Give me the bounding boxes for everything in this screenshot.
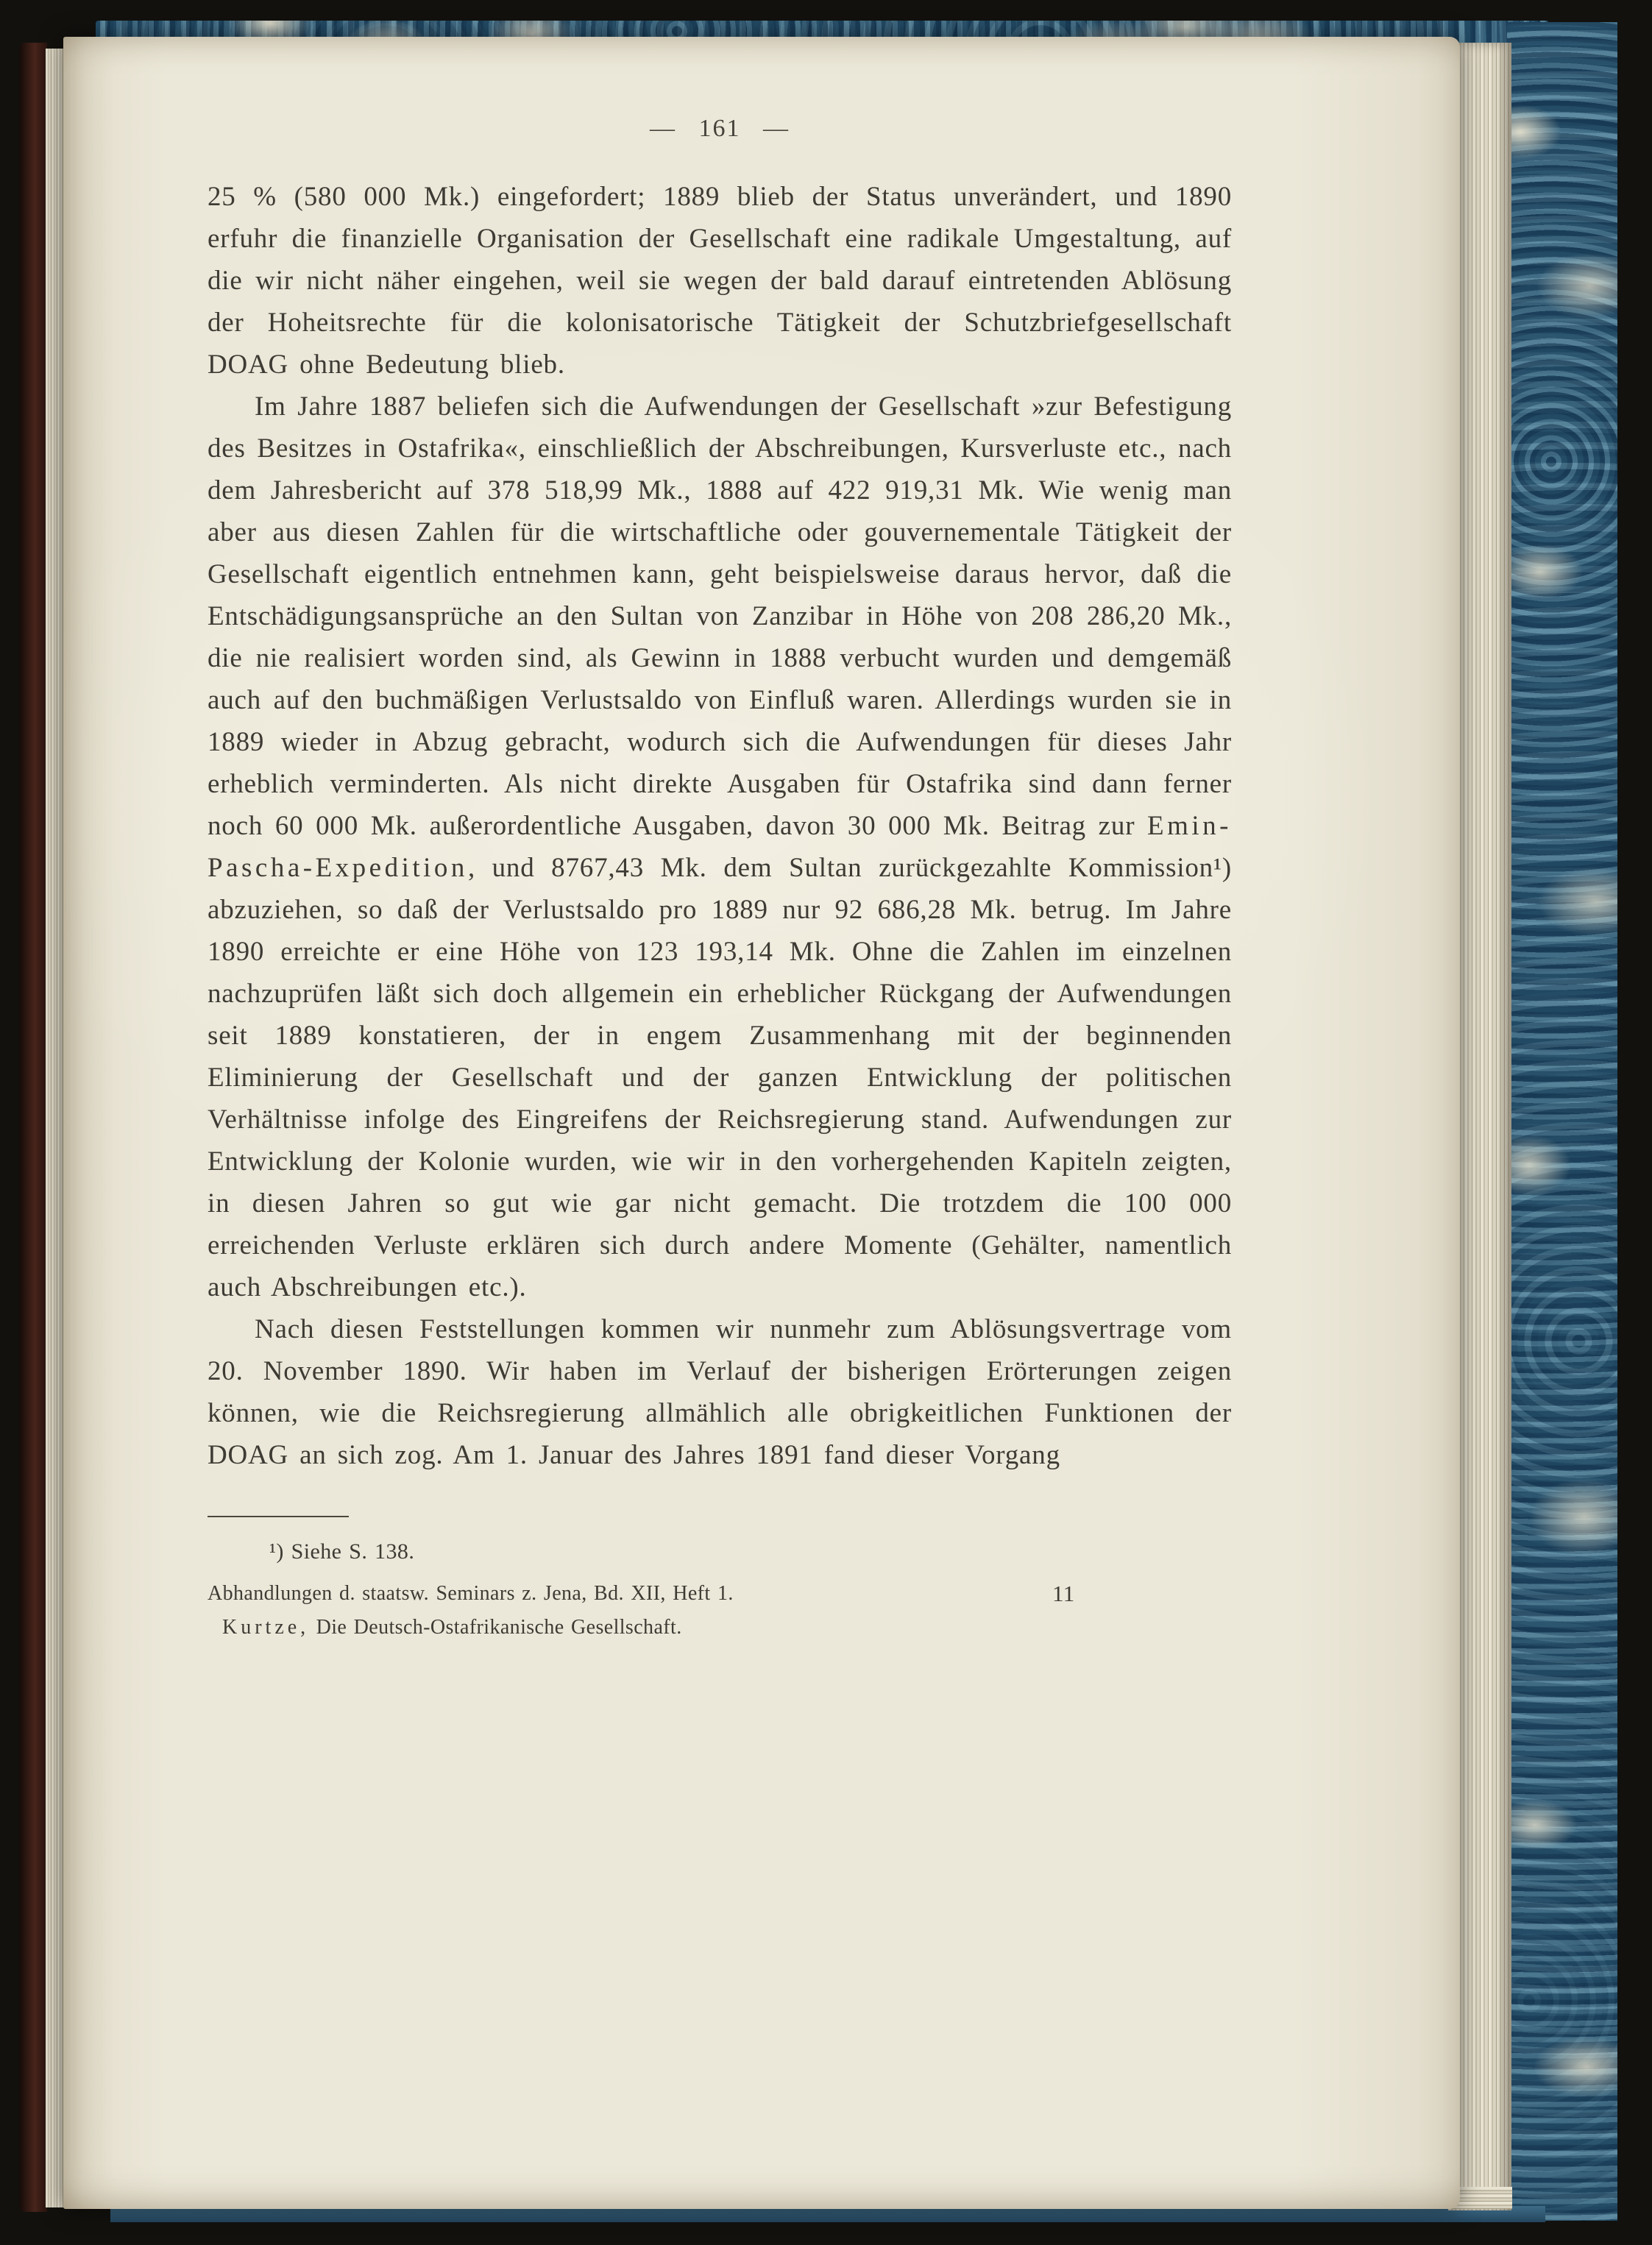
imprint-line-1-row: [208, 1579, 1232, 1609]
paragraph-1: [208, 176, 1232, 386]
imprint-author-name: Kurtze,: [222, 1616, 310, 1639]
paragraph-1-text: 25 % (580 000 Mk.) eingefordert; 1889 blieb der Status unverändert, und 1890 erfuhr die finanzielle Organisation der Gesellschaft eine radikale Umgestaltung, auf die wir nicht näher eingehen, weil sie wegen der bald darauf eintretenden Ablösung der Hoheitsrechte für die kolonisatorische Tätigkeit der Schutzbriefgesellschaft DOAG ohne Bedeutung blieb.: [208, 182, 1232, 380]
paragraph-2-text-end: , und 8767,43 Mk. dem Sultan zurückgezahlte Kommission¹) abzuziehen, so daß der Verlustsaldo pro 1889 nur 92 686,28 Mk. betrug. Im Jahre 1890 erreichte er eine Höhe von 123 193,14 Mk. Ohne die Zahlen im einzelnen nachzuprüfen läßt sich doch allgemein ein erheblicher Rückgang der Aufwendungen seit 1889 konstatieren, der in engem Zusammenhang mit der beginnenden Eliminierung der Gesellschaft und der ganzen Entwicklung der politischen Verhältnisse infolge des Eingreifens der Reichsregierung stand. Aufwendungen zur Entwicklung der Kolonie wurden, wie wir in den vorhergehenden Kapiteln zeigten, in diesen Jahren so gut wie gar nicht gemacht. Die trotzdem die 100 000 erreichenden Verluste erklären sich durch andere Momente (Gehälter, namentlich auch Abschreibungen etc.).: [208, 853, 1232, 1302]
imprint-book-title: Die Deutsch-Ostafrikanische Gesellschaft.: [309, 1616, 682, 1639]
paragraph-3: [208, 1308, 1232, 1476]
book-page: [63, 37, 1460, 2209]
imprint-line-2: [208, 1613, 1232, 1642]
page-number: — 161 —: [650, 115, 790, 142]
paragraph-2-text-start: Im Jahre 1887 beliefen sich die Aufwendungen der Gesellschaft »zur Befestigung des Besitzes in Ostafrika«, einschließlich der Abschreibungen, Kursverluste etc., nach dem Jahresbericht auf 378 518,99 Mk., 1888 auf 422 919,31 Mk. Wie wenig man aber aus diesen Zahlen für die wirtschaftliche oder gouvernementale Tätigkeit der Gesellschaft eigentlich entnehmen kann, geht beispielsweise daraus hervor, daß die Entschädigungsansprüche an den Sultan von Zanzibar in Höhe von 208 286,20 Mk., die nie realisiert worden sind, als Gewinn in 1888 verbucht wurden und demgemäß auch auf den buchmäßigen Verlustsaldo von Einfluß waren. Allerdings wurden sie in 1889 wieder in Abzug gebracht, wodurch sich die Aufwendungen für dieses Jahr erheblich verminderten. Als nicht direkte Ausgaben für Ostafrika sind dann ferner noch 60 000 Mk. außerordentliche Ausgaben, davon 30 000 Mk. Beitrag zur: [208, 391, 1232, 841]
paragraph-2: [208, 386, 1232, 1308]
cover-marble-right: [1507, 22, 1617, 2221]
paragraph-2-spaced-term: Emin-Pascha-Expedition: [208, 811, 1232, 883]
footnote-separator: [208, 1516, 349, 1517]
sheet-signature: 11: [1052, 1581, 1075, 1606]
imprint-line-1: Abhandlungen d. staatsw. Seminars z. Jena, Bd. XII, Heft 1.: [208, 1582, 734, 1605]
page-text-block: [208, 107, 1232, 1642]
book-spine: [19, 43, 47, 2212]
paragraph-3-text: Nach diesen Feststellungen kommen wir nunmehr zum Ablösungsvertrage vom 20. November 1890. Wir haben im Verlauf der bisherigen Erörterungen zeigen können, wie die Reichsregierung allmählich alle obrigkeitlichen Funktionen der DOAG an sich zog. Am 1. Januar des Jahres 1891 fand dieser Vorgang: [208, 1314, 1232, 1470]
footnote-block: [208, 1516, 1232, 1642]
footnote: ¹) Siehe S. 138.: [269, 1539, 415, 1564]
